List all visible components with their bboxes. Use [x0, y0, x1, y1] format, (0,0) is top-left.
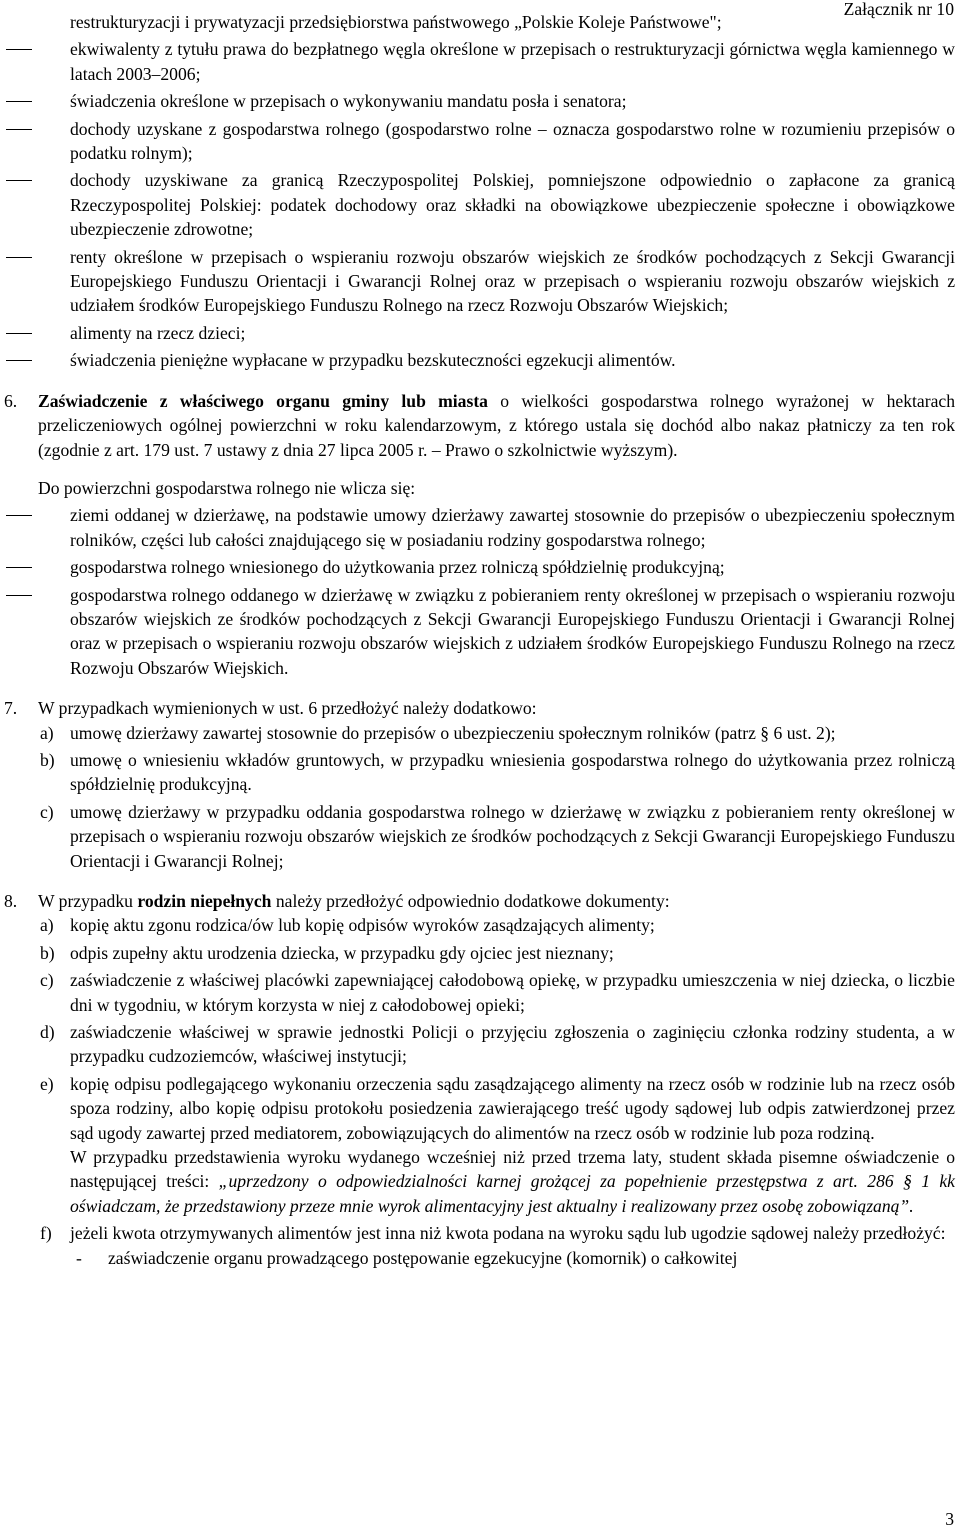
- income-list: [0, 37, 955, 372]
- item-text: kopię odpisu podlegającego wykonaniu orzeczenia sądu zasądzającego alimenty na rzecz osób w rodzinie lub na rzecz osób spoza rodziny, albo kopię odpisu protokołu posiedzenia zawierającego treść ugody sądowej lub odpis zatwierdzonej przez sąd ugody zawartej przed mediatorem, zobowiązujących do alimentów na rzecz osób w rodzinie lub poza rodziną.: [70, 1073, 955, 1143]
- item-letter: b): [40, 942, 55, 963]
- item-letter: e): [40, 1073, 54, 1094]
- item-letter: c): [40, 970, 54, 991]
- section-6-text: [38, 389, 955, 462]
- item-letter: f): [40, 1223, 52, 1244]
- section-7-text: W przypadkach wymienionych w ust. 6 przedłożyć należy dodatkowo:: [38, 698, 537, 719]
- list-item: [0, 968, 955, 1017]
- list-item: gospodarstwa rolnego oddanego w dzierżawę w związku z pobieraniem renty określonej w przepisach o wspieraniu rozwoju obszarów wiejskich ze środków pochodzących z Sekcji Gwarancji Europejskiego Funduszu Orientacji i Gwarancji Rolnej oraz w przepisach o wspieraniu rozwoju obszarów wiejskich z udziałem środków Europejskiego Funduszu Rolnego na rzecz Rozwoju Obszarów Wiejskich.: [0, 583, 955, 681]
- item-letter: b): [40, 749, 55, 770]
- list-item: świadczenia pieniężne wypłacane w przypadku bezskuteczności egzekucji alimentów.: [0, 348, 955, 372]
- list-item: [0, 748, 955, 797]
- item-letter: c): [40, 801, 54, 822]
- section-8-text: [38, 889, 955, 913]
- item-text: odpis zupełny aktu urodzenia dziecka, w przypadku gdy ojciec jest nieznany;: [70, 942, 614, 963]
- list-item: [0, 1020, 955, 1069]
- list-item: ekwiwalenty z tytułu prawa do bezpłatnego węgla określone w przepisach o restrukturyzacji górnictwa węgla kamiennego w latach 2003–2006;: [0, 37, 955, 86]
- sub-list-item: [0, 1246, 955, 1270]
- section-8-bold: rodzin niepełnych: [137, 891, 272, 911]
- section-number: 7.: [4, 698, 18, 719]
- section-6-body: o wielkości gospodarstwa rolnego wyrażonej w hektarach przeliczeniowych ogólnej powierzchni w roku kalendarzowym, z którego ustala się dochód albo nakaz płatniczy za ten rok (zgodnie z art. 179 ust. 7 ustawy z dnia 27 lipca 2005 r. – Prawo o szkolnictwie wyższym).: [38, 390, 955, 460]
- section-8-text-before: W przypadku: [38, 891, 138, 911]
- annex-label: Załącznik nr 10: [843, 0, 954, 19]
- section-8-text-after: należy przedłożyć odpowiednio dodatkowe dokumenty:: [271, 891, 670, 911]
- intro-line: restrukturyzacji i prywatyzacji przedsiębiorstwa państwowego „Polskie Koleje Państwowe";: [70, 12, 722, 32]
- sub-item-text: zaświadczenie organu prowadzącego postępowanie egzekucyjne (komornik) o całkowitej: [108, 1247, 738, 1268]
- section-8: [0, 889, 955, 913]
- list-item: alimenty na rzecz dzieci;: [0, 321, 955, 345]
- sub-item-mark: -: [76, 1247, 82, 1268]
- e-note-text: W przypadku przedstawienia wyroku wydanego wcześniej niż przed trzema laty, student składa pisemne oświadczenie o następującej treści:: [70, 1147, 955, 1192]
- list-item: [0, 1072, 955, 1218]
- item-text: umowę dzierżawy w przypadku oddania gospodarstwa rolnego w dzierżawę w związku z pobieraniem renty określonej w przepisach o wspieraniu rozwoju obszarów wiejskich ze środków pochodzących z Sekcji Gwarancji Europejskiego Funduszu Orientacji i Gwarancji Rolnej;: [70, 801, 955, 871]
- e-note-quote: „uprzedzony o odpowiedzialności karnej grożącej za popełnienie przestępstwa z art. 286 § 1 kk oświadczam, że przedstawiony przeze mnie wyrok alimentacyjny jest aktualny i realizowany przez osobę zobowiązaną”.: [70, 1171, 955, 1216]
- item-text: jeżeli kwota otrzymywanych alimentów jest inna niż kwota podana na wyroku sądu lub ugodzie sądowej należy przedłożyć:: [70, 1223, 946, 1244]
- section-7: [0, 696, 955, 720]
- e-note: [70, 1145, 955, 1218]
- section-number: 8.: [4, 891, 18, 911]
- exclusions-intro: Do powierzchni gospodarstwa rolnego nie wlicza się:: [38, 477, 416, 498]
- item-letter: a): [40, 722, 54, 743]
- section-6: [0, 389, 955, 501]
- document-body: [0, 10, 955, 1270]
- page-number: 3: [945, 1509, 954, 1529]
- section-6-bold-lead: Zaświadczenie z właściwego organu gminy lub miasta: [38, 390, 488, 411]
- list-item: gospodarstwa rolnego wniesionego do użytkowania przez rolniczą spółdzielnię produkcyjną;: [0, 555, 955, 579]
- item-text: zaświadczenie z właściwej placówki zapewniającej całodobową opiekę, w przypadku umieszczenia w niej dziecka, o liczbie dni w tygodniu, w którym korzysta w niej z całodobowej opieki;: [70, 970, 955, 1015]
- list-item: dochody uzyskane z gospodarstwa rolnego (gospodarstwo rolne – oznacza gospodarstwo rolne w rozumieniu przepisów o podatku rolnym);: [0, 117, 955, 166]
- list-item: renty określone w przepisach o wspieraniu rozwoju obszarów wiejskich ze środków pochodzących z Sekcji Gwarancji Europejskiego Funduszu Orientacji i Gwarancji Rolnej oraz w przepisach o wspieraniu rozwoju obszarów wiejskich z udziałem środków Europejskiego Funduszu Rolnego na rzecz Rozwoju Obszarów Wiejskich;: [0, 245, 955, 318]
- list-item: [0, 800, 955, 873]
- list-item: [0, 1221, 955, 1245]
- list-item: ziemi oddanej w dzierżawę, na podstawie umowy dzierżawy zawartej stosownie do przepisów o ubezpieczeniu społecznym rolników, części lub całości znajdującego się w posiadaniu rodziny gospodarstwa rolnego;: [0, 503, 955, 552]
- list-item: [0, 941, 955, 965]
- item-text: umowę dzierżawy zawartej stosownie do przepisów o ubezpieczeniu społecznym rolników (patrz § 6 ust. 2);: [70, 722, 836, 743]
- list-item: dochody uzyskiwane za granicą Rzeczypospolitej Polskiej, pomniejszone odpowiednio o zapłacone za granicą Rzeczypospolitej Polskiej: podatek dochodowy oraz składki na obowiązkowe ubezpieczenie społeczne i obowiązkowe ubezpieczenie zdrowotne;: [0, 168, 955, 241]
- exclusions-list: [0, 503, 955, 680]
- list-item: [0, 721, 955, 745]
- item-text: zaświadczenie właściwej w sprawie jednostki Policji o przyjęciu zgłoszenia o zaginięciu członka rodziny studenta, a w przypadku cudzoziemców, właściwej instytucji;: [70, 1022, 955, 1067]
- item-text: kopię aktu zgonu rodzica/ów lub kopię odpisów wyroków zasądzających alimenty;: [70, 915, 655, 936]
- list-item: świadczenia określone w przepisach o wykonywaniu mandatu posła i senatora;: [0, 89, 955, 113]
- item-text: umowę o wniesieniu wkładów gruntowych, w przypadku wniesienia gospodarstwa rolnego do użytkowania przez rolniczą spółdzielnię produkcyjną.: [70, 749, 955, 795]
- item-letter: d): [40, 1022, 55, 1043]
- list-item: [0, 913, 955, 937]
- section-number: 6.: [4, 390, 18, 411]
- item-letter: a): [40, 915, 54, 936]
